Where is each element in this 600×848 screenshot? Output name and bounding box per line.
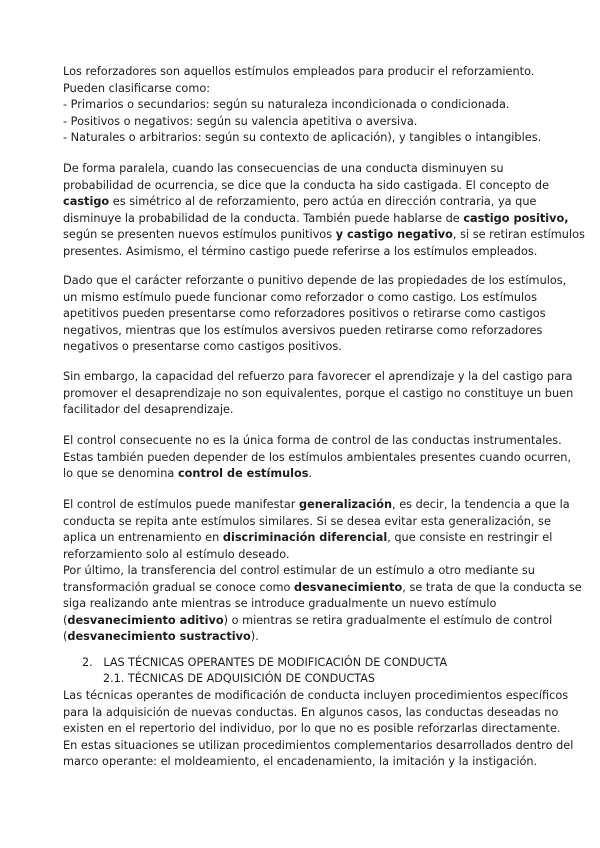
text-line: aplica un entrenamiento en discriminación diferencial, que consiste en restringir el	[63, 531, 553, 544]
text-line: conducta se repita ante estímulos similares. Si se desea evitar esta generalización, se	[63, 514, 551, 528]
text-line: transformación gradual se conoce como desvanecimiento, se trata de que la conducta se	[63, 580, 582, 594]
text-line: promover el desaprendizaje no son equivalentes, porque el castigo no constituye un buen	[63, 386, 574, 400]
term-castigo-positivo: castigo positivo,	[463, 211, 569, 225]
text-line: Pueden clasificarse como:	[63, 81, 211, 95]
text-line: De forma paralela, cuando las consecuencias de una conducta disminuyen su	[63, 162, 504, 175]
text-line: marco operante: el moldeamiento, el encadenamiento, la imitación y la instigación.	[63, 755, 538, 768]
term-discriminacion: discriminación diferencial	[222, 531, 388, 544]
text-line: Las técnicas operantes de modificación de conducta incluyen procedimientos específicos	[63, 689, 569, 702]
text-line: Por último, la transferencia del control estimular de un estímulo a otro mediante su	[63, 564, 535, 577]
text-line: negativos, mientras que los estímulos aversivos pueden retirarse como reforzadores	[63, 323, 543, 337]
text-line: Sin embargo, la capacidad del refuerzo para favorecer el aprendizaje y la del castigo para	[63, 370, 573, 383]
term-desvanecimiento-sustractivo: desvanecimiento sustractivo	[67, 630, 251, 643]
list-item: - Naturales o arbitrarios: según su contexto de aplicación), y tangibles o intangibles.	[63, 131, 542, 144]
text-line: facilitador del desaprendizaje.	[63, 403, 234, 416]
text-line: Dado que el carácter reforzante o punitivo depende de las propiedades de los estímulos,	[63, 274, 567, 287]
paragraph-castigo	[63, 161, 585, 260]
text-line: (desvanecimiento aditivo) o mientras se retira gradualmente el estímulo de control	[63, 613, 553, 627]
text-line: El control de estímulos puede manifestar generalización, es decir, la tendencia a que la	[63, 498, 570, 511]
term-control-estimulos: control de estímulos	[177, 467, 309, 480]
section-number: 2.	[82, 656, 93, 669]
text-line: probabilidad de ocurrencia, se dice que la conducta ha sido castigada. El concepto de	[63, 178, 550, 192]
text-line: Los reforzadores son aquellos estímulos empleados para producir el reforzamiento.	[63, 65, 535, 78]
term-castigo-negativo: y castigo negativo	[335, 228, 453, 241]
section-heading	[82, 655, 447, 672]
text-line: Estas también pueden depender de los estímulos ambientales presentes cuando ocurren,	[63, 450, 572, 464]
paragraph-control-consecuente	[63, 433, 572, 483]
text-line: El control consecuente no es la única forma de control de las conductas instrumentales.	[63, 434, 562, 447]
term-desvanecimiento-aditivo: desvanecimiento aditivo	[67, 613, 224, 627]
section-title: LAS TÉCNICAS OPERANTES DE MODIFICACIÓN DE CONDUCTA	[103, 656, 448, 669]
text-line: un mismo estímulo puede funcionar como reforzador o como castigo. Los estímulos	[63, 290, 537, 304]
text-line: lo que se denomina control de estímulos.	[63, 467, 313, 480]
text-line: para la adquisición de nuevas conductas. En algunos casos, las conductas deseadas no	[63, 705, 559, 719]
paragraph-reforzadores	[63, 64, 541, 147]
text-line: En estas situaciones se utilizan procedimientos complementarios desarrollados dentro del	[63, 738, 574, 752]
list-item: - Positivos o negativos: según su valencia apetitiva o aversiva.	[63, 114, 418, 128]
text-line: reforzamiento solo al estímulo deseado.	[63, 547, 290, 561]
term-castigo: castigo	[63, 195, 110, 208]
text-line: disminuye la probabilidad de la conducta. También puede hablarse de castigo positivo,	[63, 211, 569, 225]
text-line: según se presenten nuevos estímulos punitivos y castigo negativo, si se retiran estímulos	[63, 228, 585, 241]
text-line: castigo es simétrico al de reforzamiento, pero actúa en dirección contraria, ya que	[63, 195, 537, 208]
paragraph-generalizacion	[63, 497, 582, 646]
text-line: siga realizando ante mientras se introduce gradualmente un nuevo estímulo	[63, 597, 497, 610]
text-line: negativos o presentarse como castigos positivos.	[63, 340, 342, 353]
paragraph-tecnicas	[63, 688, 574, 771]
paragraph-sin-embargo	[63, 369, 574, 419]
term-generalizacion: generalización	[299, 498, 393, 511]
term-desvanecimiento: desvanecimiento	[294, 580, 403, 594]
text-line: presentes. Asimismo, el término castigo puede referirse a los estímulos empleados.	[63, 244, 538, 258]
text-line: (desvanecimiento sustractivo).	[63, 630, 259, 643]
text-line: existen en el repertorio del individuo, por lo que no es posible reforzarlas directamente.	[63, 722, 561, 735]
subsection-heading: 2.1. TÉCNICAS DE ADQUISICIÓN DE CONDUCTAS	[103, 672, 376, 685]
text-line: apetitivos pueden presentarse como reforzadores positivos o retirarse como castigos	[63, 307, 546, 320]
paragraph-caracter	[63, 273, 567, 356]
list-item: - Primarios o secundarios: según su naturaleza incondicionada o condicionada.	[63, 98, 510, 111]
